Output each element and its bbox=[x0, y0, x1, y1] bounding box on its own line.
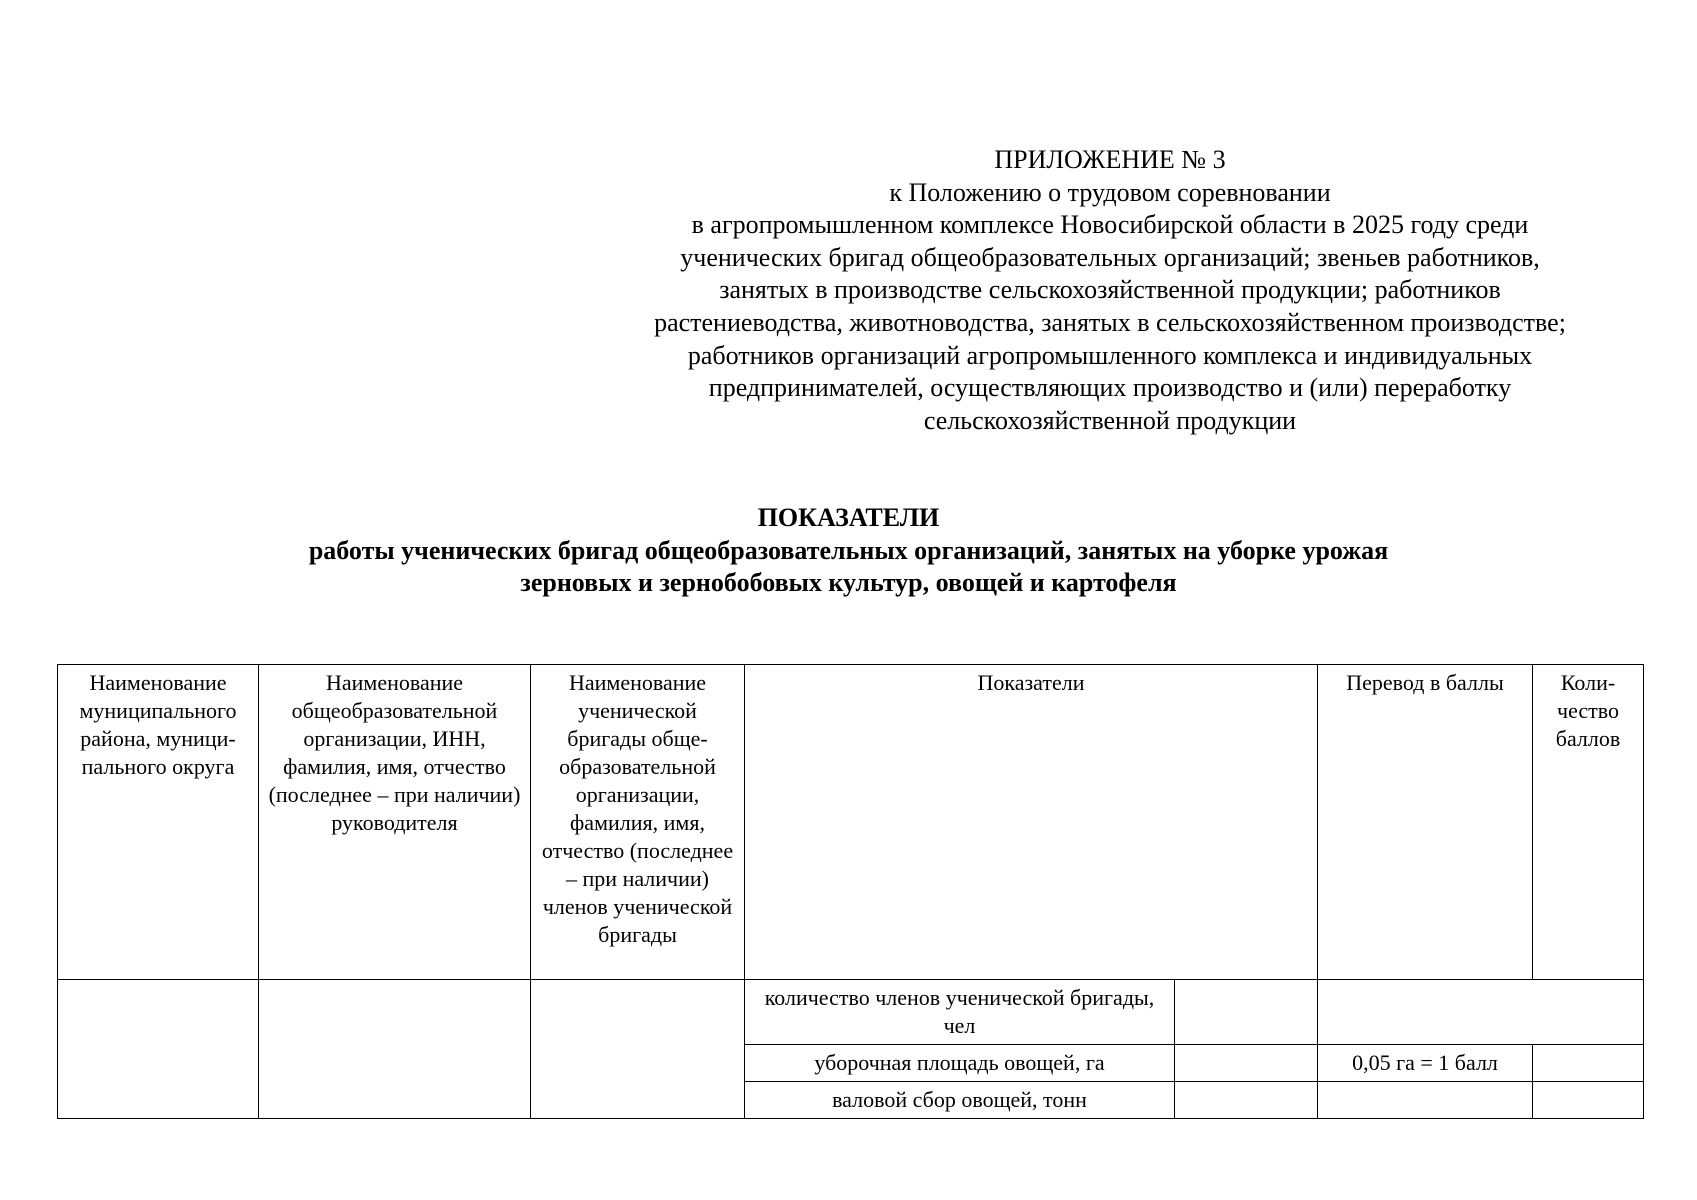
appendix-line: к Положению о трудовом соревновании bbox=[889, 177, 1331, 207]
indicators-table bbox=[57, 664, 1644, 1119]
document-subtitle: работы ученических бригад общеобразовательных организаций, занятых на уборке урожая bbox=[308, 535, 1389, 565]
document-title: ПОКАЗАТЕЛИ bbox=[757, 503, 940, 532]
header-indicators: Показатели bbox=[745, 665, 1318, 980]
table-row bbox=[58, 980, 1644, 1045]
table-header-row bbox=[58, 665, 1644, 980]
appendix-line: занятых в производстве сельскохозяйственной продукции; работников bbox=[719, 275, 1501, 305]
appendix-line: растениеводства, животноводства, занятых в сельскохозяйственном производстве; bbox=[654, 307, 1566, 337]
points-conversion-cell bbox=[1318, 1082, 1533, 1119]
appendix-line: ученических бригад общеобразовательных организаций; звеньев работников, bbox=[680, 242, 1540, 272]
header-points-count: Коли-чество баллов bbox=[1533, 665, 1644, 980]
organization-cell bbox=[259, 980, 531, 1119]
indicator-value-cell bbox=[1175, 980, 1318, 1045]
indicator-name-cell: уборочная площадь овощей, га bbox=[745, 1045, 1175, 1082]
appendix-line: ПРИЛОЖЕНИЕ № 3 bbox=[994, 145, 1226, 174]
appendix-header bbox=[600, 144, 1620, 437]
document-heading bbox=[0, 502, 1697, 600]
district-cell bbox=[58, 980, 259, 1119]
points-count-cell bbox=[1533, 1082, 1644, 1119]
indicator-value-cell bbox=[1175, 1082, 1318, 1119]
appendix-line: предпринимателей, осуществляющих производство и (или) переработку bbox=[708, 373, 1512, 403]
brigade-cell bbox=[531, 980, 745, 1119]
indicator-value-cell bbox=[1175, 1045, 1318, 1082]
points-merged-cell bbox=[1318, 980, 1644, 1045]
header-organization: Наименование общеобразовательной организации, ИНН, фамилия, имя, отчество (последнее – при наличии) руководителя bbox=[259, 665, 531, 980]
points-conversion-cell: 0,05 га = 1 балл bbox=[1318, 1045, 1533, 1082]
header-brigade: Наименование ученической бригады обще-образовательной организации, фамилия, имя, отчество (последнее – при наличии) членов ученической бригады bbox=[531, 665, 745, 980]
appendix-line: сельскохозяйственной продукции bbox=[923, 405, 1297, 435]
appendix-line: работников организаций агропромышленного комплекса и индивидуальных bbox=[687, 340, 1533, 370]
header-district: Наименование муниципального района, муници-пального округа bbox=[58, 665, 259, 980]
indicator-name-cell: количество членов ученической бригады, чел bbox=[745, 980, 1175, 1045]
points-count-cell bbox=[1533, 1045, 1644, 1082]
appendix-line: в агропромышленном комплексе Новосибирской области в 2025 году среди bbox=[691, 210, 1529, 240]
header-points-conversion: Перевод в баллы bbox=[1318, 665, 1533, 980]
document-subtitle: зерновых и зернобобовых культур, овощей и картофеля bbox=[520, 568, 1177, 598]
indicator-name-cell: валовой сбор овощей, тонн bbox=[745, 1082, 1175, 1119]
